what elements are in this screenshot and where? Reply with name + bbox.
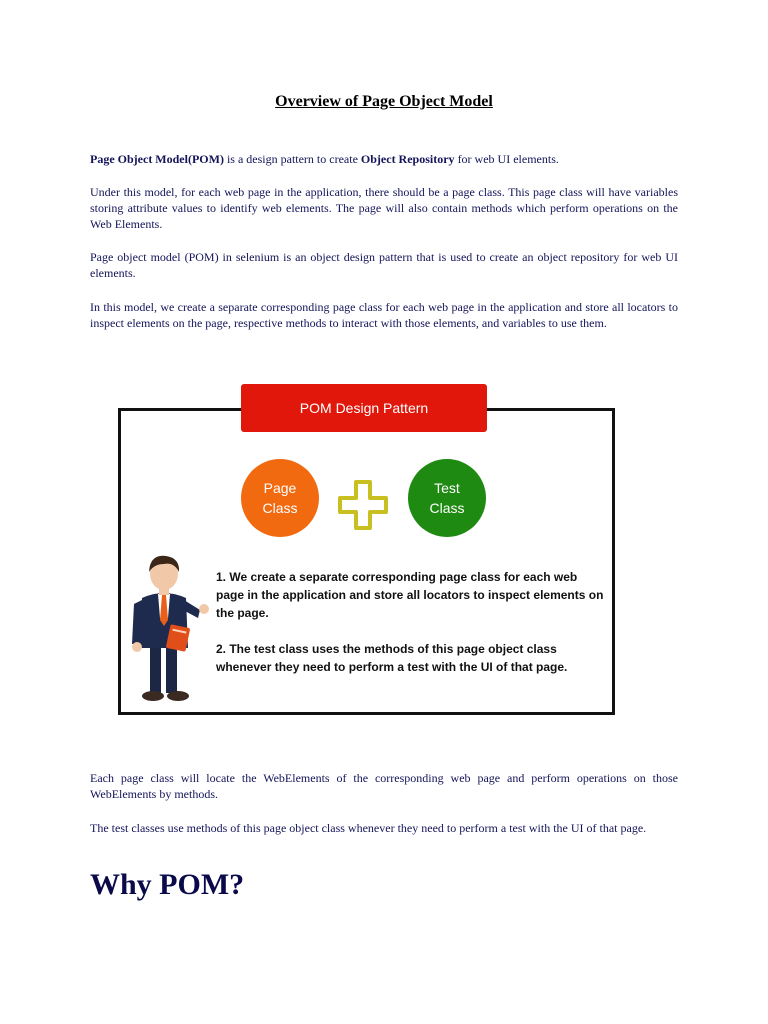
pom-design-figure <box>108 378 624 723</box>
page-class-line2: Class <box>262 500 298 516</box>
paragraph-test-classes: The test classes use methods of this page object class whenever they need to perform a test with the UI of that page. <box>90 821 647 835</box>
figure-banner: POM Design Pattern <box>241 384 487 432</box>
intro-paragraph <box>90 151 678 167</box>
paragraph-separate-class: In this model, we create a separate corresponding page class for each web page in the application and store all locators to inspect elements on the page, respective methods to interact with those elements, and variables to use them. <box>90 300 678 330</box>
figure-point-1: 1. We create a separate corresponding page class for each web page in the application and store all locators to inspect elements on the page. <box>216 570 604 620</box>
page-class-circle <box>241 459 319 537</box>
plus-icon <box>337 479 389 531</box>
intro-mid: is a design pattern to create <box>223 152 361 166</box>
test-class-circle <box>408 459 486 537</box>
document-title: Overview of Page Object Model <box>275 93 493 110</box>
pom-term: Page Object Model(POM) <box>90 152 224 166</box>
test-class-line2: Class <box>429 500 465 516</box>
figure-point-2: 2. The test class uses the methods of this page object class whenever they need to perform a test with the UI of that page. <box>216 642 568 674</box>
intro-tail: for web UI elements. <box>454 152 559 166</box>
paragraph-locate-webelements: Each page class will locate the WebElements of the corresponding web page and perform operations on those WebElements by methods. <box>90 771 678 801</box>
why-pom-heading: Why POM? <box>90 868 245 901</box>
paragraph-model: Under this model, for each web page in the application, there should be a page class. This page class will have variables storing attribute values to identify web elements. The page will also contain methods which perform operations on the Web Elements. <box>90 185 678 231</box>
paragraph-selenium: Page object model (POM) in selenium is an object design pattern that is used to create an object repository for web UI elements. <box>90 250 678 280</box>
object-repository-term: Object Repository <box>360 152 455 166</box>
test-class-line1: Test <box>434 480 460 496</box>
page-class-line1: Page <box>263 480 297 496</box>
businessman-icon <box>128 548 218 708</box>
